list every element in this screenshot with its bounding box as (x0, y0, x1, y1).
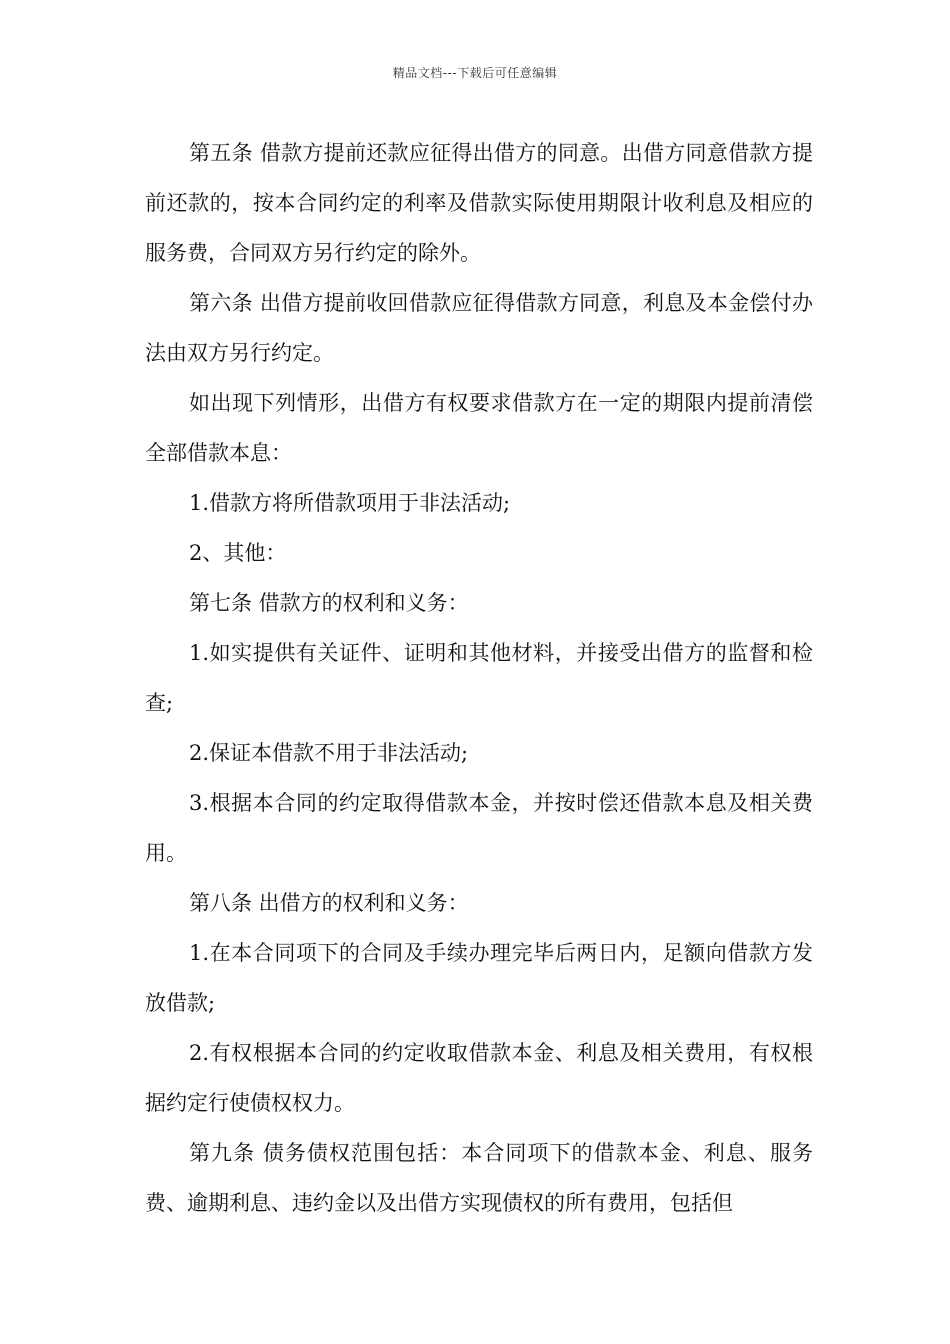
paragraph-article-7: 第七条 借款方的权利和义务： (189, 591, 469, 615)
paragraph-article-8: 第八条 出借方的权利和义务： (189, 891, 469, 915)
page-header: 精品文档---下载后可任意编辑 (392, 66, 558, 80)
paragraph-article-9: 第九条 债务债权范围包括：本合同项下的借款本金、利息、服务费、逾期利息、违约金以及出借方实现债权的所有费用，包括但 (145, 1141, 813, 1215)
paragraph-article-8-item-2: 2.有权根据本合同的约定收取借款本金、利息及相关费用，有权根据约定行使债权权力。 (145, 1041, 813, 1115)
document-body (145, 128, 813, 1228)
paragraph-article-5: 第五条 借款方提前还款应征得出借方的同意。出借方同意借款方提前还款的，按本合同约定的利率及借款实际使用期限计收利息及相应的服务费，合同双方另行约定的除外。 (145, 141, 813, 265)
paragraph-article-7-item-2: 2.保证本借款不用于非法活动; (189, 741, 469, 765)
paragraph-article-7-item-1: 1.如实提供有关证件、证明和其他材料，并接受出借方的监督和检查; (145, 641, 813, 715)
paragraph-condition-2: 2、其他： (189, 541, 287, 565)
paragraph-article-6: 第六条 出借方提前收回借款应征得借款方同意，利息及本金偿付办法由双方另行约定。 (145, 291, 813, 365)
paragraph-article-7-item-3: 3.根据本合同的约定取得借款本金，并按时偿还借款本息及相关费用。 (145, 791, 813, 865)
paragraph-condition-1: 1.借款方将所借款项用于非法活动; (189, 491, 511, 515)
paragraph-article-8-item-1: 1.在本合同项下的合同及手续办理完毕后两日内，足额向借款方发放借款; (145, 941, 813, 1015)
paragraph-early-repayment-conditions: 如出现下列情形，出借方有权要求借款方在一定的期限内提前清偿全部借款本息： (145, 391, 813, 465)
